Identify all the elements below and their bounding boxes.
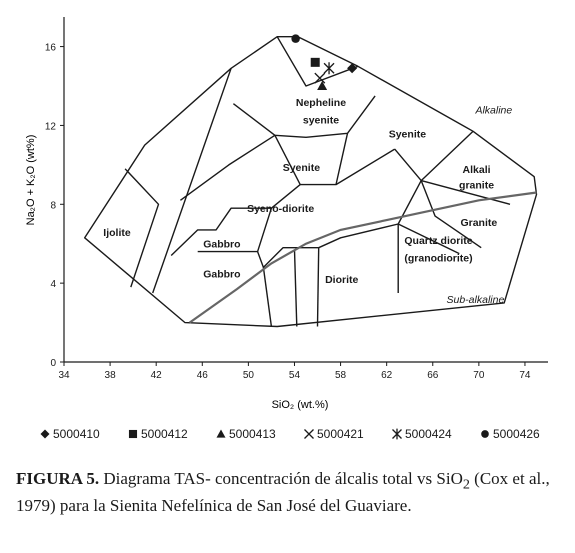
x-tick-label-50: 50 xyxy=(242,370,254,381)
field-label-10: Gabbro xyxy=(203,238,241,251)
field-label-1: Nepheline xyxy=(295,96,347,109)
legend-label-5000426: 5000426 xyxy=(493,427,540,441)
field-boundary-6 xyxy=(180,135,275,200)
field-label-5: Syenite xyxy=(282,161,321,174)
x-tick-label-66: 66 xyxy=(427,370,439,381)
x-tick-label-62: 62 xyxy=(381,370,393,381)
x-tick-label-42: 42 xyxy=(150,370,162,381)
y-tick-label-8: 8 xyxy=(50,200,56,212)
x-tick-label-74: 74 xyxy=(519,370,531,381)
field-boundary-10 xyxy=(258,248,319,268)
y-tick-label-4: 4 xyxy=(50,279,56,291)
x-tick-label-58: 58 xyxy=(335,370,347,381)
data-point-5000412-1 xyxy=(311,58,320,67)
field-label-3: Alkaline xyxy=(475,104,513,117)
field-label-16: Sub-alkaline xyxy=(446,293,505,306)
x-tick-label-38: 38 xyxy=(104,370,116,381)
field-label-2: syenite xyxy=(302,114,340,127)
legend-label-5000410: 5000410 xyxy=(53,427,100,441)
field-label-12: Quartz diorite xyxy=(404,234,473,247)
y-tick-label-16: 16 xyxy=(44,42,56,54)
legend-marker-5000424 xyxy=(393,429,402,440)
field-boundary-12 xyxy=(295,250,297,327)
x-tick-label-54: 54 xyxy=(288,370,301,381)
field-label-14: Gabbro xyxy=(203,268,241,281)
data-markers xyxy=(291,34,357,90)
y-tick-label-0: 0 xyxy=(50,358,56,369)
field-boundary-13 xyxy=(318,248,319,327)
field-boundary-2 xyxy=(153,68,231,293)
data-point-5000413-1 xyxy=(317,81,327,90)
data-point-5000424-1 xyxy=(324,62,334,74)
x-tick-label-70: 70 xyxy=(473,370,485,381)
caption-label: FIGURA 5. xyxy=(16,469,100,488)
legend-marker-5000412 xyxy=(129,430,137,438)
y-tick-label-12: 12 xyxy=(44,121,56,133)
x-tick-label-34: 34 xyxy=(58,370,70,381)
field-boundary-11 xyxy=(263,267,271,326)
field-boundary-15 xyxy=(336,133,348,184)
field-label-8: Syeno-diorite xyxy=(247,203,315,216)
legend xyxy=(41,427,541,441)
caption-subscript: 2 xyxy=(462,476,470,493)
caption-text-b: (Cox et al., 1979) para la Sienita Nefelínica de San José del Guaviare. xyxy=(16,469,550,516)
x-tick-label-46: 46 xyxy=(196,370,208,381)
field-label-6: Alkali xyxy=(462,163,491,176)
field-label-7: granite xyxy=(459,179,495,192)
legend-marker-5000413 xyxy=(217,430,226,438)
legend-marker-5000421 xyxy=(305,430,314,439)
caption-text-a: Diagrama TAS- concentración de álcalis total vs SiO xyxy=(99,469,463,488)
y-axis-label: Na₂O + K₂O (wt%) xyxy=(25,134,37,226)
field-label-13: (granodiorite) xyxy=(404,252,473,265)
field-label-9: Ijolite xyxy=(103,226,131,239)
legend-label-5000424: 5000424 xyxy=(405,427,452,441)
field-boundary-7 xyxy=(275,135,395,184)
field-boundary-4 xyxy=(233,104,275,136)
x-axis-label: SiO₂ (wt.%) xyxy=(271,399,329,411)
data-point-5000426-1 xyxy=(291,34,300,43)
field-label-15: Diorite xyxy=(325,274,359,287)
field-label-4: Syenite xyxy=(388,128,427,141)
data-point-5000421-1 xyxy=(315,73,325,83)
legend-label-5000412: 5000412 xyxy=(141,427,188,441)
legend-label-5000413: 5000413 xyxy=(229,427,276,441)
legend-marker-5000410 xyxy=(41,430,50,439)
field-label-11: Granite xyxy=(460,217,498,230)
legend-marker-5000426 xyxy=(481,430,489,438)
legend-label-5000421: 5000421 xyxy=(317,427,364,441)
figure-caption xyxy=(16,468,564,516)
